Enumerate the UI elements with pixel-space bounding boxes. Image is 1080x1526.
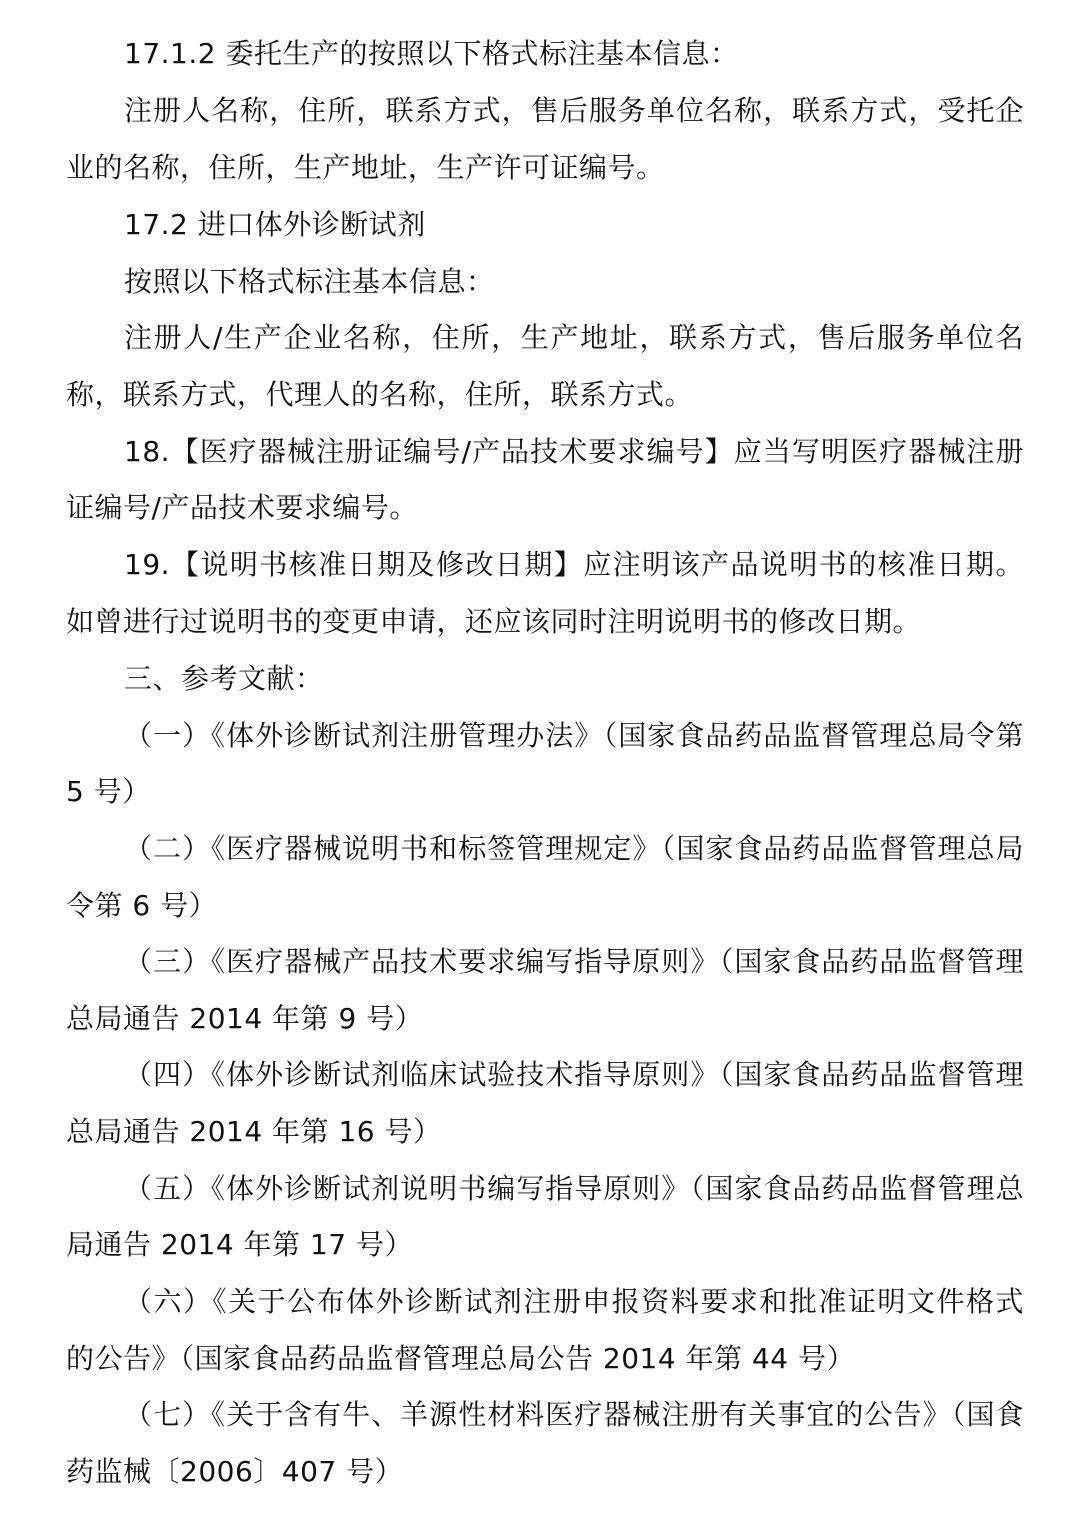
reference-item: （三）《医疗器械产品技术要求编写指导原则》（国家食品药品监督管理 — [124, 945, 1024, 978]
text-line: 证编号/产品技术要求编号。 — [66, 491, 418, 524]
reference-item: （四）《体外诊断试剂临床试验技术指导原则》（国家食品药品监督管理 — [124, 1058, 1024, 1091]
reference-item: （二）《医疗器械说明书和标签管理规定》（国家食品药品监督管理总局 — [124, 832, 1024, 865]
text-line: 19.【说明书核准日期及修改日期】应注明该产品说明书的核准日期。 — [124, 548, 1024, 581]
text-line: 注册人/生产企业名称，住所，生产地址，联系方式，售后服务单位名 — [124, 321, 1024, 354]
text-line: 称，联系方式，代理人的名称，住所，联系方式。 — [66, 378, 694, 411]
text-line: 注册人名称，住所，联系方式，售后服务单位名称，联系方式，受托企 — [124, 94, 1024, 127]
reference-item-continuation: 总局通告 2014 年第 9 号） — [66, 1002, 424, 1035]
reference-item-continuation: 药监械〔2006〕407 号） — [66, 1455, 404, 1488]
reference-item: （五）《体外诊断试剂说明书编写指导原则》（国家食品药品监督管理总 — [124, 1172, 1024, 1205]
reference-item-continuation: 的公告》（国家食品药品监督管理总局公告 2014 年第 44 号） — [66, 1342, 855, 1375]
reference-item: （六）《关于公布体外诊断试剂注册申报资料要求和批准证明文件格式 — [124, 1285, 1024, 1318]
text-line: 18.【医疗器械注册证编号/产品技术要求编号】应当写明医疗器械注册 — [124, 435, 1024, 468]
reference-item-continuation: 总局通告 2014 年第 16 号） — [66, 1115, 442, 1148]
reference-item: （一）《体外诊断试剂注册管理办法》（国家食品药品监督管理总局令第 — [124, 719, 1024, 752]
text-line: 业的名称，住所，生产地址，生产许可证编号。 — [66, 151, 665, 184]
text-line: 17.1.2 委托生产的按照以下格式标注基本信息： — [124, 37, 739, 70]
text-line: 如曾进行过说明书的变更申请，还应该同时注明说明书的修改日期。 — [66, 605, 922, 638]
text-line: 17.2 进口体外诊断试剂 — [124, 208, 426, 241]
reference-item: （七）《关于含有牛、羊源性材料医疗器械注册有关事宜的公告》（国食 — [124, 1398, 1024, 1431]
reference-item-continuation: 令第 6 号） — [66, 889, 218, 922]
reference-item-continuation: 5 号） — [66, 775, 151, 808]
text-line: 按照以下格式标注基本信息： — [124, 265, 495, 298]
reference-item-continuation: 局通告 2014 年第 17 号） — [66, 1228, 413, 1261]
section-heading: 三、参考文献： — [124, 662, 324, 695]
